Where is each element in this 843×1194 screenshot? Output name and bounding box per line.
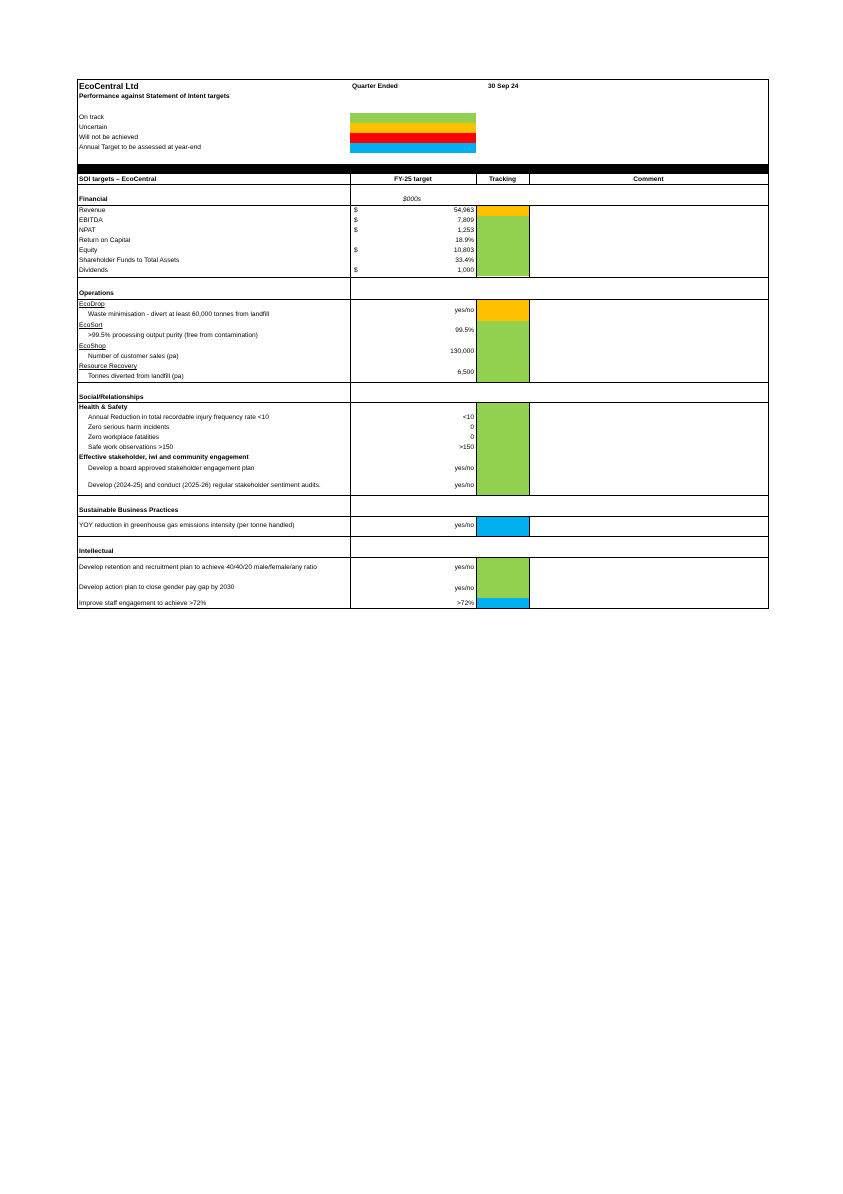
tracking-cell-staff-engagement <box>476 598 529 608</box>
health-safety-heading: Health & Safety <box>79 404 128 411</box>
operations-heading: Operations <box>79 290 114 297</box>
column-divider <box>476 174 477 184</box>
column-divider <box>529 205 530 277</box>
row-value-fatalities: 0 <box>470 434 474 441</box>
rule <box>78 516 768 517</box>
column-divider <box>529 402 530 495</box>
rule <box>78 184 768 185</box>
row-value-return-on-capital: 18.9% <box>455 237 474 244</box>
row-value-ebitda: 7,809 <box>457 217 474 224</box>
row-label-npat: NPAT <box>79 227 96 234</box>
row-label-output-purity: >99.5% processing output purity (free from contamination) <box>88 332 258 339</box>
row-currency: $ <box>354 247 358 254</box>
tracking-cell-equity <box>476 246 529 256</box>
column-divider <box>476 402 477 495</box>
social-heading: Social/Relationships <box>79 394 144 401</box>
tracking-cell-gender-pay-gap <box>476 578 529 598</box>
legend-swatch-amber <box>350 123 476 133</box>
row-label-engagement-plan: Develop a board approved stakeholder engagement plan <box>88 465 255 472</box>
row-value-safe-work-observations: >150 <box>459 444 474 451</box>
row-label-fatalities: Zero workplace fatalities <box>88 434 160 441</box>
tracking-cell-ecoshop <box>476 342 529 362</box>
row-label-sentiment-audits: Develop (2024-25) and conduct (2025-26) regular stakeholder sentiment audits. <box>88 482 321 489</box>
rule <box>78 495 768 496</box>
column-divider <box>350 174 351 608</box>
row-value-engagement-plan: yes/no <box>454 465 474 472</box>
rule <box>78 402 768 403</box>
column-header-comment: Comment <box>633 176 664 183</box>
legend-label-on-track: On track <box>79 114 104 121</box>
row-value-gender-pay-gap: yes/no <box>454 585 474 592</box>
legend-swatch-blue <box>350 143 476 153</box>
group-ecodrop: EcoDrop <box>79 301 105 308</box>
tracking-cell-return-on-capital <box>476 236 529 246</box>
row-currency: $ <box>354 227 358 234</box>
column-header-target: FY-25 target <box>394 176 432 183</box>
row-value-npat: 1,253 <box>457 227 474 234</box>
row-value-shareholder-funds: 33.4% <box>455 257 474 264</box>
tracking-cell-npat <box>476 226 529 236</box>
row-label-customer-sales: Number of customer sales (pa) <box>88 353 179 360</box>
row-value-ghg-intensity: yes/no <box>454 522 474 529</box>
legend-swatch-red <box>350 133 476 143</box>
financial-heading: Financial <box>79 196 108 203</box>
row-value-staff-engagement: >72% <box>456 600 474 607</box>
rule <box>78 277 768 278</box>
tracking-cell-resource-recovery <box>476 362 529 382</box>
column-divider <box>476 557 477 608</box>
tracking-cell-ecosort <box>476 321 529 342</box>
company-name: EcoCentral Ltd <box>79 81 139 91</box>
row-label-tonnes-diverted: Tonnes diverted from landfill (pa) <box>88 373 184 380</box>
row-label-return-on-capital: Return on Capital <box>79 237 131 244</box>
quarter-value: 30 Sep 24 <box>488 83 519 90</box>
soi-report-sheet <box>77 79 769 609</box>
row-value-retention-plan: yes/no <box>454 564 474 571</box>
row-value-sentiment-audits: yes/no <box>454 482 474 489</box>
column-divider <box>529 557 530 608</box>
column-divider <box>529 299 530 382</box>
row-label-serious-harm: Zero serious harm incidents <box>88 424 170 431</box>
row-label-staff-engagement: Improve staff engagement to achieve >72% <box>79 600 207 607</box>
row-value-ecoshop: 130,000 <box>450 348 474 355</box>
row-currency: $ <box>354 207 358 214</box>
row-label-ghg-intensity: YOY reduction in greenhouse gas emissions intensity (per tonne handled) <box>79 522 295 529</box>
row-label-equity: Equity <box>79 247 98 254</box>
column-header-soi: SOI targets – EcoCentral <box>79 176 157 183</box>
row-label-shareholder-funds: Shareholder Funds to Total Assets <box>79 257 180 264</box>
row-value-ecosort: 99.5% <box>455 327 474 334</box>
rule <box>78 557 768 558</box>
row-label-dividends: Dividends <box>79 267 108 274</box>
row-label-injury-rate: Annual Reduction in total recordable injury frequency rate <10 <box>88 414 269 421</box>
row-label-ebitda: EBITDA <box>79 217 103 224</box>
row-label-revenue: Revenue <box>79 207 106 214</box>
column-divider <box>476 205 477 277</box>
quarter-label: Quarter Ended <box>352 83 398 90</box>
tracking-cell-retention-plan <box>476 558 529 578</box>
row-label-waste-minimisation: Waste minimisation - divert at least 60,000 tonnes from landfill <box>88 311 270 318</box>
row-currency: $ <box>354 267 358 274</box>
row-value-dividends: 1,000 <box>457 267 474 274</box>
legend-label-not-achieved: Will not be achieved <box>79 134 139 141</box>
row-value-revenue: 54,963 <box>453 207 474 214</box>
group-ecosort: EcoSort <box>79 322 103 329</box>
row-value-equity: 10,803 <box>453 247 474 254</box>
column-header-tracking: Tracking <box>488 176 517 183</box>
row-value-ecodrop: yes/no <box>454 307 474 314</box>
tracking-cell-ecodrop <box>476 300 529 321</box>
row-value-resource-recovery: 6,500 <box>457 369 474 376</box>
column-divider <box>529 174 530 184</box>
group-resource-recovery: Resource Recovery <box>79 363 137 370</box>
rule <box>78 299 768 300</box>
tracking-cell-ghg-intensity <box>476 517 529 536</box>
engagement-heading: Effective stakeholder, iwi and community engagement <box>79 454 249 461</box>
column-divider <box>476 516 477 536</box>
tracking-cell-ebitda <box>476 216 529 226</box>
row-currency: $ <box>354 217 358 224</box>
row-label-gender-pay-gap: Develop action plan to close gender pay gap by 2030 <box>79 584 235 591</box>
column-divider <box>529 516 530 536</box>
legend-label-uncertain: Uncertain <box>79 124 108 131</box>
row-value-serious-harm: 0 <box>470 424 474 431</box>
tracking-cell-dividends <box>476 266 529 276</box>
tracking-cell-revenue <box>476 206 529 216</box>
row-value-injury-rate: <10 <box>462 414 474 421</box>
sustainable-heading: Sustainable Business Practices <box>79 507 179 514</box>
report-subtitle: Performance against Statement of Intent targets <box>79 93 230 100</box>
intellectual-heading: Intellectual <box>79 548 114 555</box>
legend-swatch-green <box>350 113 476 123</box>
financial-unit: $000s <box>403 196 421 203</box>
section-divider-bar <box>78 164 768 174</box>
group-ecoshop: EcoShop <box>79 343 106 350</box>
row-label-safe-work-observations: Safe work observations >150 <box>88 444 174 451</box>
legend-label-year-end: Annual Target to be assessed at year-end <box>79 144 201 151</box>
column-divider <box>476 299 477 382</box>
rule <box>78 382 768 383</box>
tracking-cell-shareholder-funds <box>476 256 529 266</box>
row-label-retention-plan: Develop retention and recruitment plan to achieve 40/40/20 male/female/any ratio <box>79 564 317 571</box>
tracking-cell-social <box>476 403 529 495</box>
rule <box>78 536 768 537</box>
